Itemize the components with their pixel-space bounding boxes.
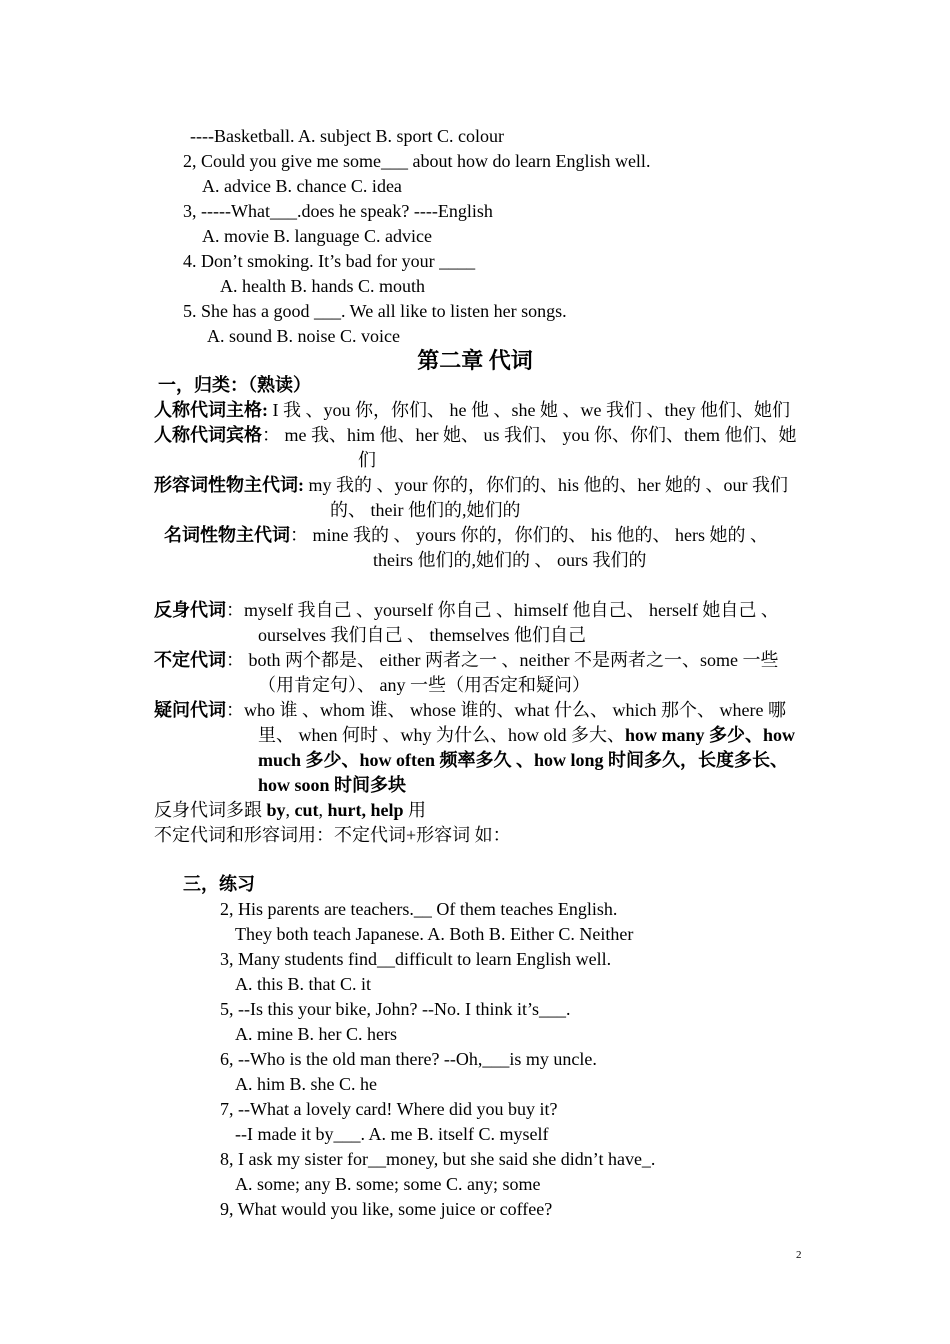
note-keyword: cut bbox=[294, 800, 319, 820]
pronoun-category-interrogative bbox=[154, 698, 786, 723]
category-text: I 我 、you 你，你们、 he 他 、she 她 、we 我们 、they 他们、她们 bbox=[268, 400, 790, 420]
exercise-options: A. health B. hands C. mouth bbox=[220, 276, 425, 296]
pronoun-category-reflexive bbox=[154, 598, 779, 623]
note-keyword: hurt, help bbox=[327, 800, 404, 820]
category-label: 形容词性物主代词: bbox=[154, 475, 304, 495]
exercise-options: A. advice B. chance C. idea bbox=[202, 176, 402, 196]
category-label: 不定代词 bbox=[154, 650, 226, 670]
practice-line: 9, What would you like, some juice or coffee? bbox=[220, 1199, 553, 1219]
category-continuation: theirs 他们的,她们的 、 ours 我们的 bbox=[373, 550, 647, 570]
section-heading: 一，归类：（熟读） bbox=[158, 375, 311, 395]
practice-options: They both teach Japanese. A. Both B. Either C. Neither bbox=[235, 924, 634, 944]
pronoun-category-personal-subject bbox=[154, 398, 790, 423]
pronoun-category-personal-object bbox=[154, 423, 796, 448]
note-keyword: by bbox=[266, 800, 286, 820]
category-label: 反身代词 bbox=[154, 600, 226, 620]
category-label: 名词性物主代词 bbox=[164, 525, 290, 545]
exercise-line: ----Basketball. A. subject B. sport C. colour bbox=[190, 126, 504, 146]
practice-line: 8, I ask my sister for__money, but she said she didn’t have_. bbox=[220, 1149, 656, 1169]
category-text: ： mine 我的 、 yours 你的，你们的、 his 他的、 hers 她的 、 bbox=[290, 525, 768, 545]
practice-options: A. him B. she C. he bbox=[235, 1074, 377, 1094]
note-text: , bbox=[285, 800, 295, 820]
category-text: my 我的 、your 你的，你们的、his 他的、her 她的 、our 我们 bbox=[304, 475, 788, 495]
practice-options: A. some; any B. some; some C. any; some bbox=[235, 1174, 541, 1194]
category-continuation: ourselves 我们自己 、 themselves 他们自己 bbox=[258, 625, 586, 645]
page-number: 2 bbox=[796, 1249, 802, 1261]
category-continuation: how soon 时间多块 bbox=[258, 775, 407, 795]
practice-options: --I made it by___. A. me B. itself C. myself bbox=[235, 1124, 549, 1144]
category-continuation: 的、 their 他们的,她们的 bbox=[330, 500, 521, 520]
exercise-line: 4. Don’t smoking. It’s bad for your ____ bbox=[183, 251, 476, 271]
practice-line: 6, --Who is the old man there? --Oh,___is my uncle. bbox=[220, 1049, 597, 1069]
reflexive-note bbox=[154, 798, 426, 823]
exercise-options: A. movie B. language C. advice bbox=[202, 226, 432, 246]
note-text: , bbox=[318, 800, 328, 820]
chapter-title: 第二章 代词 bbox=[417, 348, 533, 373]
category-text: ：who 谁 、whom 谁、 whose 谁的、what 什么、 which 那个、 where 哪 bbox=[226, 700, 786, 720]
category-text: 里、 when 何时 、why 为什么、how old 多大、 bbox=[258, 725, 625, 745]
practice-line: 2, His parents are teachers.__ Of them teaches English. bbox=[220, 899, 618, 919]
category-text: ： both 两个都是、 either 两者之一 、neither 不是两者之一、some 一些 bbox=[226, 650, 779, 670]
category-continuation: （用肯定句）、 any 一些（用否定和疑问） bbox=[258, 675, 590, 695]
note-text: 用 bbox=[403, 800, 427, 820]
exercise-line: 5. She has a good ___. We all like to listen her songs. bbox=[183, 301, 567, 321]
category-text: ： me 我、him 他、her 她、 us 我们、 you 你、你们、them 他们、她 bbox=[262, 425, 797, 445]
pronoun-category-indefinite bbox=[154, 648, 778, 673]
practice-line: 5, --Is this your bike, John? --No. I think it’s___. bbox=[220, 999, 571, 1019]
practice-line: 3, Many students find__difficult to learn English well. bbox=[220, 949, 612, 969]
note-text: 反身代词多跟 bbox=[154, 800, 267, 820]
practice-options: A. mine B. her C. hers bbox=[235, 1024, 397, 1044]
exercise-line: 2, Could you give me some___ about how do learn English well. bbox=[183, 151, 651, 171]
category-continuation: 们 bbox=[358, 450, 376, 470]
exercise-line: 3, -----What___.does he speak? ----English bbox=[183, 201, 493, 221]
practice-heading: 三，练习 bbox=[183, 874, 255, 894]
category-label: 疑问代词 bbox=[154, 700, 226, 720]
category-label: 人称代词主格: bbox=[154, 400, 268, 420]
category-text: ：myself 我自己 、yourself 你自己 、himself 他自己、 herself 她自己 、 bbox=[226, 600, 779, 620]
pronoun-category-adjective-possessive bbox=[154, 473, 788, 498]
category-label: 人称代词宾格 bbox=[154, 425, 262, 445]
practice-line: 7, --What a lovely card! Where did you buy it? bbox=[220, 1099, 558, 1119]
exercise-options: A. sound B. noise C. voice bbox=[207, 326, 400, 346]
practice-options: A. this B. that C. it bbox=[235, 974, 372, 994]
category-text-bold: how many 多少、how bbox=[625, 725, 796, 745]
pronoun-category-noun-possessive bbox=[164, 523, 768, 548]
category-continuation bbox=[258, 723, 795, 748]
category-continuation: much 多少、how often 频率多久 、how long 时间多久，长度多长、 bbox=[258, 750, 789, 770]
indefinite-note: 不定代词和形容词用：不定代词+形容词 如： bbox=[154, 825, 511, 845]
